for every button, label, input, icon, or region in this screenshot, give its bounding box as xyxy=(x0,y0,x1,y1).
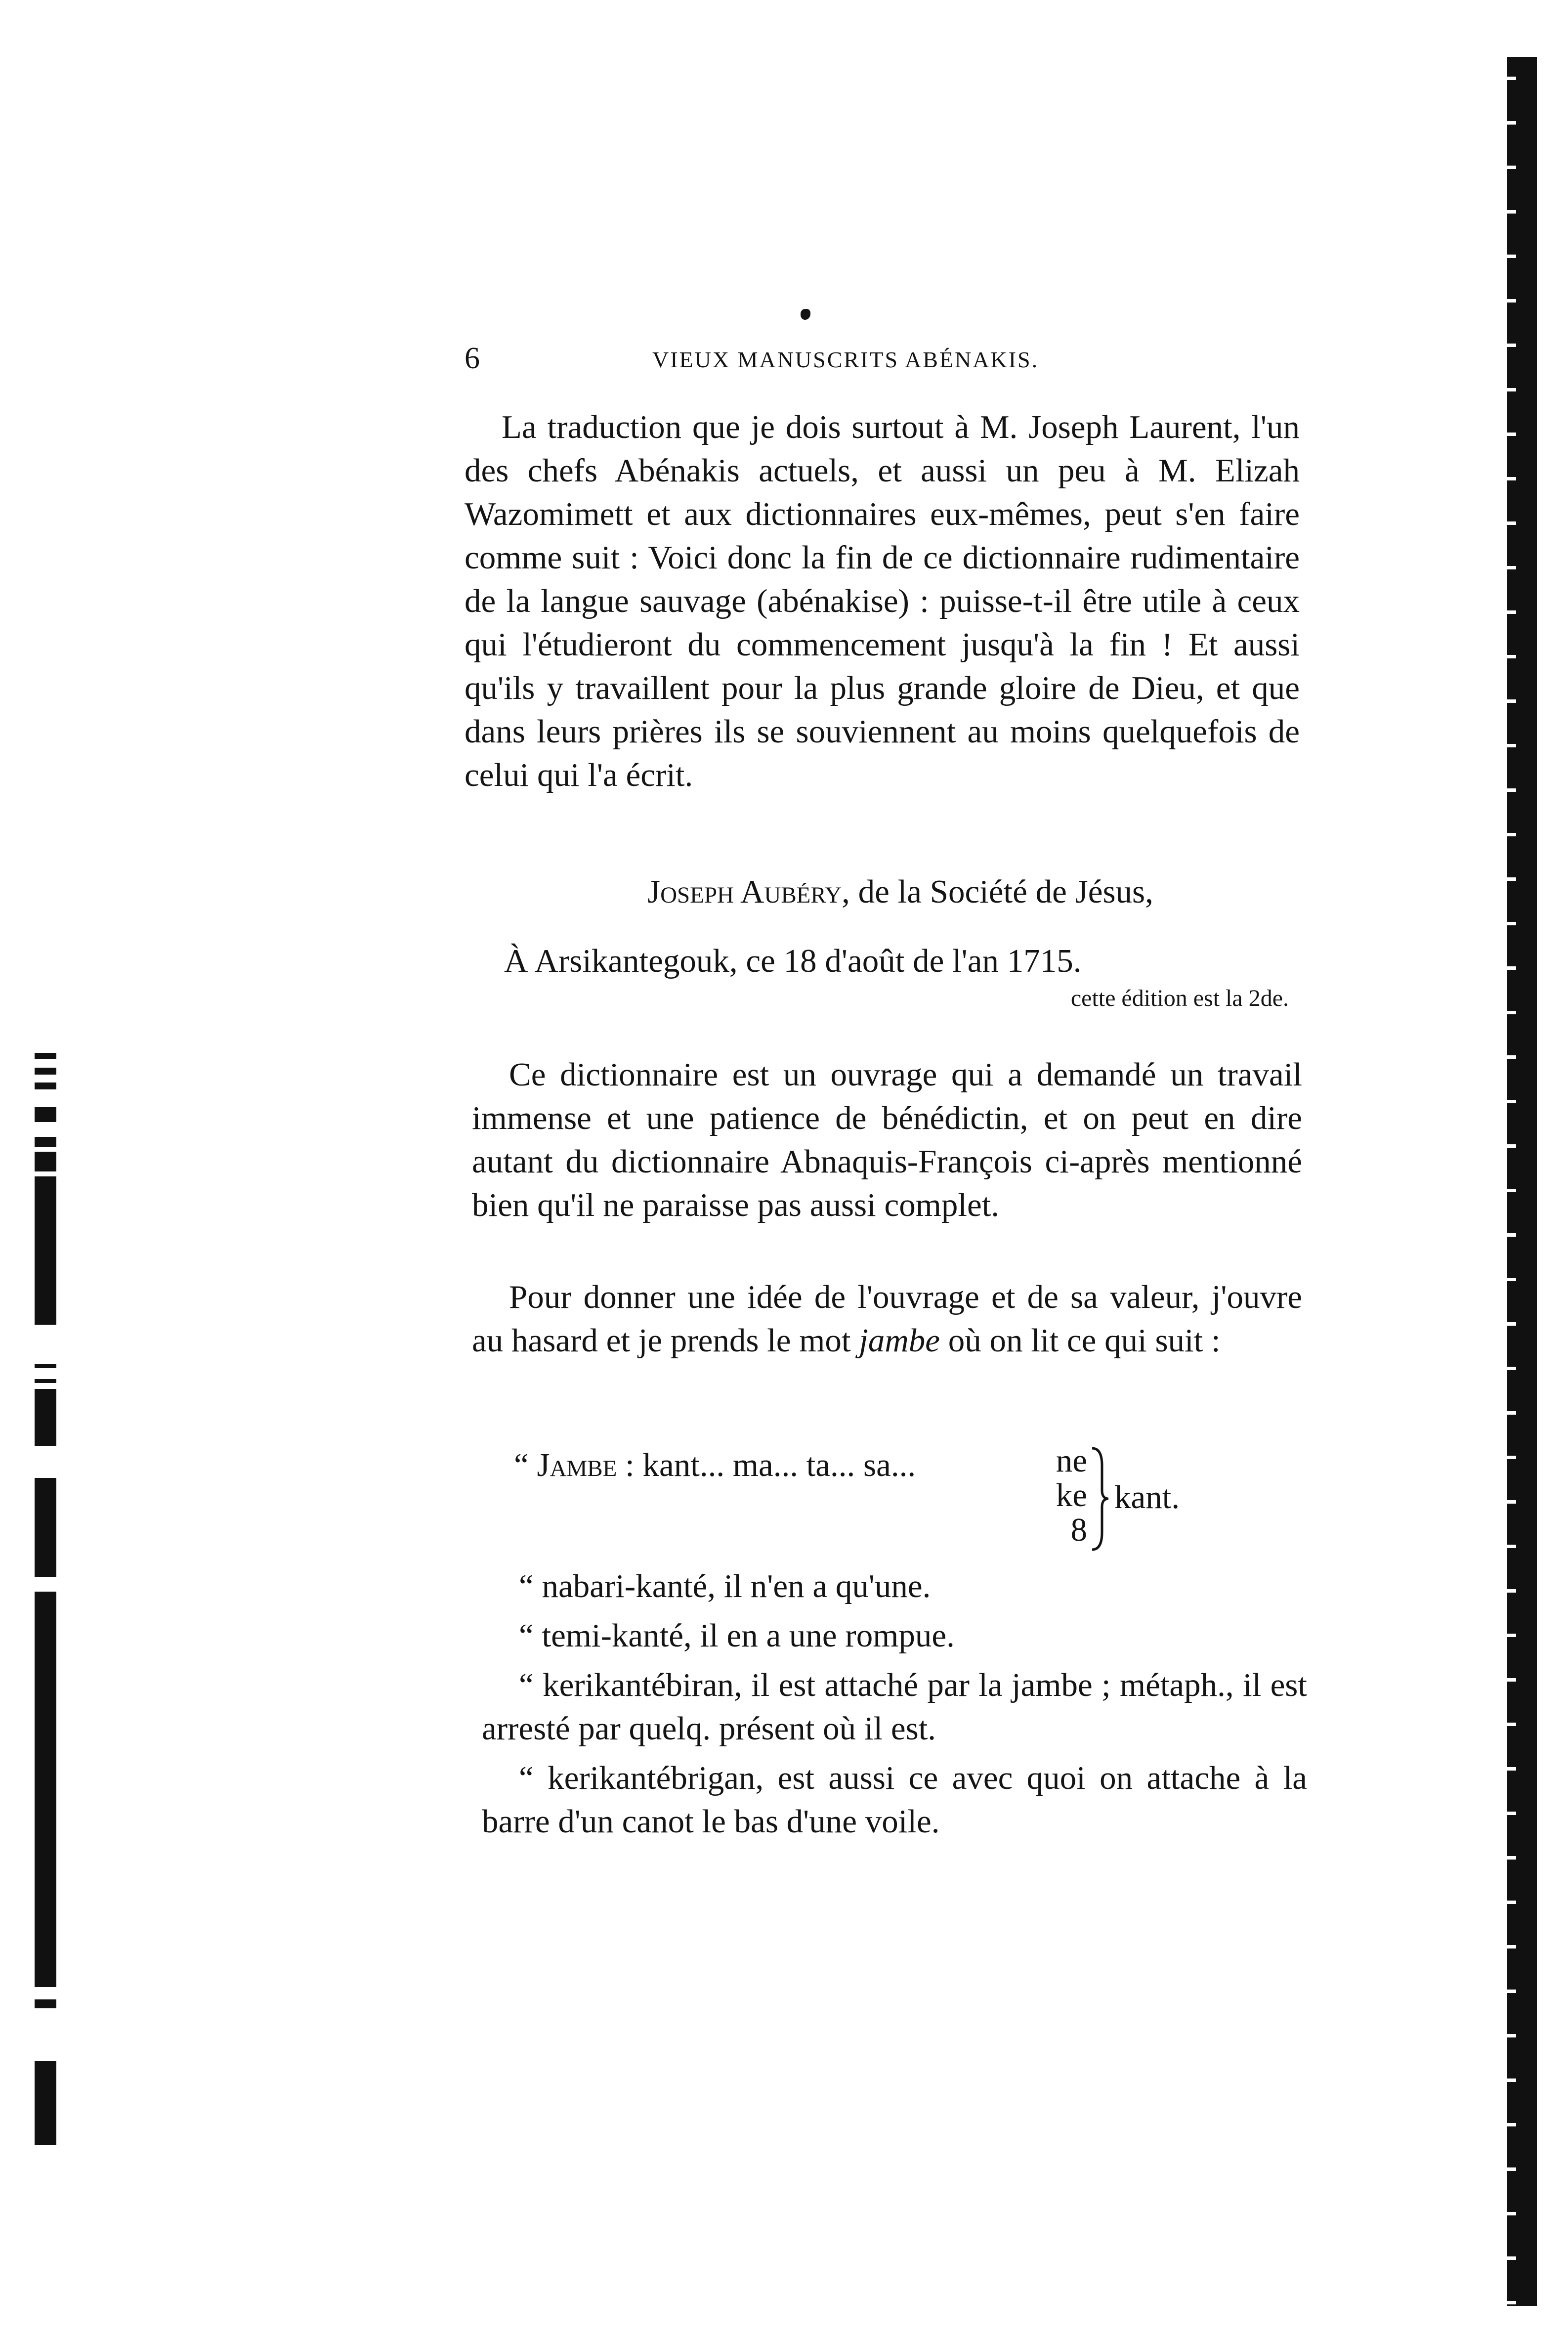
scan-edge-mark xyxy=(35,1152,56,1171)
entry-line: “ nabari-kanté, il n'en a qu'une. xyxy=(519,1568,931,1604)
scan-edge-mark xyxy=(35,1053,56,1059)
signature-name: Joseph Aubéry, xyxy=(647,873,850,910)
paragraph-text: Ce dictionnaire est un ouvrage qui a demandé un travail immense et une patience de bénédictin, et on peut en dire autant du dictionnaire Abnaquis-François ci-après mentionné bien qu'il ne paraisse pas aussi complet. xyxy=(472,1056,1302,1223)
scan-edge-mark xyxy=(35,1389,56,1446)
signature-affiliation: de la Société de Jésus, xyxy=(858,873,1153,910)
printer-ornament xyxy=(801,309,810,320)
scan-edge-mark xyxy=(35,1176,56,1325)
scan-edge-mark xyxy=(35,1592,56,1987)
paragraph-text-before: Pour donner une idée de l'ouvrage et de sa valeur, j'ouvre au hasard et je prends le mot xyxy=(472,1279,1302,1359)
prefix-item: ke xyxy=(1056,1477,1087,1514)
scan-edge-mark xyxy=(35,1364,56,1368)
scan-edge-mark xyxy=(35,1068,56,1075)
page-number: 6 xyxy=(465,342,480,375)
entry-line: “ temi-kanté, il en a une rompue. xyxy=(519,1617,955,1654)
paragraph-example xyxy=(472,1275,1302,1362)
scan-edge-mark xyxy=(35,2061,56,2145)
running-head: VIEUX MANUSCRITS ABÉNAKIS. xyxy=(652,347,1039,372)
paragraph-text xyxy=(472,1275,1302,1362)
dictionary-entries xyxy=(482,1564,1307,1849)
stacked-prefixes xyxy=(1048,1443,1087,1547)
prefix-item: 8 xyxy=(1070,1512,1087,1548)
scan-edge-mark xyxy=(35,1478,56,1577)
scan-edge-mark xyxy=(35,1379,56,1383)
scan-edge-mark xyxy=(35,1082,56,1089)
right-brace xyxy=(1090,1446,1109,1552)
paragraph-translation xyxy=(465,405,1300,797)
scan-edge-mark xyxy=(35,1137,56,1147)
scan-edge-jag xyxy=(1507,57,1516,2306)
dictionary-headword-line xyxy=(514,1443,916,1487)
open-quote: “ xyxy=(514,1447,529,1483)
italic-word: jambe xyxy=(859,1322,940,1359)
edition-note: cette édition est la 2de. xyxy=(1070,985,1289,1011)
entry-line: “ kerikantébrigan, est aussi ce avec quoi on attache à la barre d'un canot le bas d'une voile. xyxy=(482,1760,1307,1840)
entry-line: “ kerikantébiran, il est attaché par la jambe ; métaph., il est arresté par quelq. présent où il est. xyxy=(482,1667,1307,1747)
scan-edge-mark xyxy=(35,1999,56,2008)
paragraph-dictionary xyxy=(472,1053,1302,1227)
paragraph-text-after: où on lit ce qui suit : xyxy=(940,1322,1221,1359)
scan-edge-mark xyxy=(35,1107,56,1122)
page-header xyxy=(465,341,1305,376)
headword: Jambe xyxy=(537,1447,617,1483)
headword-forms: : kant... ma... ta... sa... xyxy=(625,1447,916,1483)
headword-result: kant. xyxy=(1114,1479,1180,1515)
place-date-line: À Arsikantegouk, ce 18 d'août de l'an 1715. xyxy=(504,943,1082,979)
signature-line xyxy=(647,870,1153,913)
paragraph-text: La traduction que je dois surtout à M. Joseph Laurent, l'un des chefs Abénakis actuels, et aussi un peu à M. Elizah Wazomimett et aux dictionnaires eux-mêmes, peut s'en faire comme suit : Voici donc la fin de ce dictionnaire rudimentaire de la langue sauvage (abénakise) : puisse-t-il être utile à ceux qui l'étudieront du commencement jusqu'à la fin ! Et aussi qu'ils y travaillent pour la plus grande gloire de Dieu, et que dans leurs prières ils se souviennent au moins quelquefois de celui qui l'a écrit. xyxy=(465,409,1300,793)
prefix-item: ne xyxy=(1056,1442,1087,1479)
